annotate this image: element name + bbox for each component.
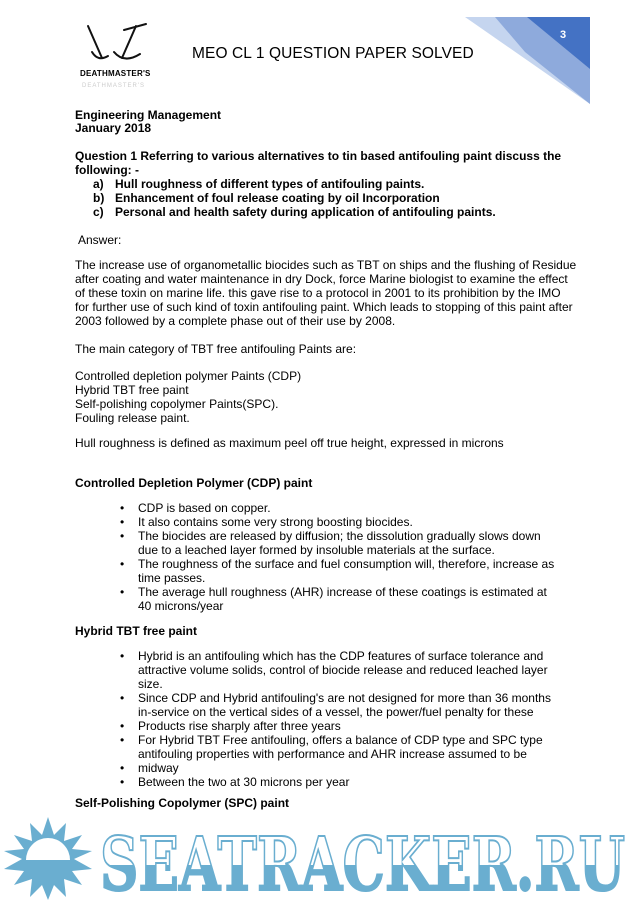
logo-text: DEATHMASTER'S: [80, 69, 151, 78]
paragraph-line: after coating and water maintenance in dry Dock, force Marine biologist to examine the effect: [75, 272, 568, 286]
bullet-item: • midway: [120, 761, 560, 775]
logo-reflection: DEATHMASTER'S: [82, 83, 146, 89]
page-number: 3: [560, 29, 567, 41]
category-intro: The main category of TBT free antifouling Paints are:: [75, 342, 357, 356]
paragraph-line: for further use of such kind of toxin antifouling paint. Which leads to stopping of this paint after: [75, 300, 573, 314]
header-title: MEO CL 1 QUESTION PAPER SOLVED: [192, 45, 474, 62]
hull-definition: Hull roughness is defined as maximum peel off true height, expressed in microns: [75, 436, 504, 450]
watermark-text: SEATRACKER.RU: [100, 822, 625, 900]
category-item: Self-polishing copolymer Paints(SPC).: [75, 397, 279, 411]
bullet-item: • It also contains some very strong boosting biocides.: [120, 515, 560, 529]
section-heading-spc: Self-Polishing Copolymer (SPC) paint: [75, 796, 290, 810]
intro-paragraph: [75, 258, 576, 328]
question-line: Question 1 Referring to various alternatives to tin based antifouling paint discuss the: [75, 149, 562, 163]
section-heading-cdp: Controlled Depletion Polymer (CDP) paint: [75, 476, 313, 490]
bullet-item: • The biocides are released by diffusion; the dissolution gradually slows down due to a leached layer formed by insoluble materials at the surface.: [120, 529, 560, 557]
question-items: [93, 177, 496, 219]
seatracker-watermark: [0, 815, 633, 900]
bullet-item: • Since CDP and Hybrid antifouling's are not designed for more than 36 months in-service on the vertical sides of a vessel, the power/fuel penalty for these: [120, 691, 560, 719]
date-heading: January 2018: [75, 121, 152, 135]
bullet-item: • The average hull roughness (AHR) increase of these coatings is estimated at 40 microns/year: [120, 585, 560, 613]
paragraph-line: 2003 followed by a complete phase out of their use by 2008.: [75, 314, 396, 328]
item-text: Personal and health safety during application of antifouling paints.: [115, 205, 496, 219]
answer-label: Answer:: [78, 233, 122, 247]
bullet-item: • Between the two at 30 microns per year: [120, 775, 560, 789]
item-text: Hull roughness of different types of antifouling paints.: [115, 177, 425, 191]
question-line: following: -: [75, 163, 139, 177]
item-letter: b): [93, 191, 105, 205]
category-item: Fouling release paint.: [75, 411, 190, 425]
section-heading-hybrid: Hybrid TBT free paint: [75, 624, 198, 638]
category-item: Controlled depletion polymer Paints (CDP): [75, 369, 302, 383]
category-list: [75, 369, 301, 425]
item-letter: c): [93, 205, 104, 219]
question-item: [93, 205, 496, 219]
category-item: Hybrid TBT free paint: [75, 383, 189, 397]
question-item: [93, 177, 496, 191]
item-letter: a): [93, 177, 104, 191]
question-text: [75, 149, 561, 177]
bullet-item: • For Hybrid TBT Free antifouling, offers a balance of CDP type and SPC type antifouling properties with performance and AHR increase assumed to be: [120, 733, 560, 761]
subject-heading: Engineering Management: [75, 108, 222, 122]
question-item: [93, 191, 496, 205]
item-text: Enhancement of foul release coating by oil Incorporation: [115, 191, 440, 205]
cdp-bullet-list: [120, 501, 560, 613]
anchor-logo-icon: [84, 20, 154, 66]
bullet-item: • Hybrid is an antifouling which has the CDP features of surface tolerance and attractive volume solids, control of biocide release and reduced leached layer size.: [120, 649, 560, 691]
bullet-item: • Products rise sharply after three years: [120, 719, 560, 733]
bullet-item: • The roughness of the surface and fuel consumption will, therefore, increase as time passes.: [120, 557, 560, 585]
hybrid-bullet-list: [120, 649, 560, 789]
header-corner-decoration: [465, 17, 590, 104]
paragraph-line: of these toxin on marine life. this gave rise to a protocol in 2001 to its prohibition by the IMO: [75, 286, 561, 300]
paragraph-line: The increase use of organometallic biocides such as TBT on ships and the flushing of Residue: [75, 258, 577, 272]
bullet-item: • CDP is based on copper.: [120, 501, 560, 515]
